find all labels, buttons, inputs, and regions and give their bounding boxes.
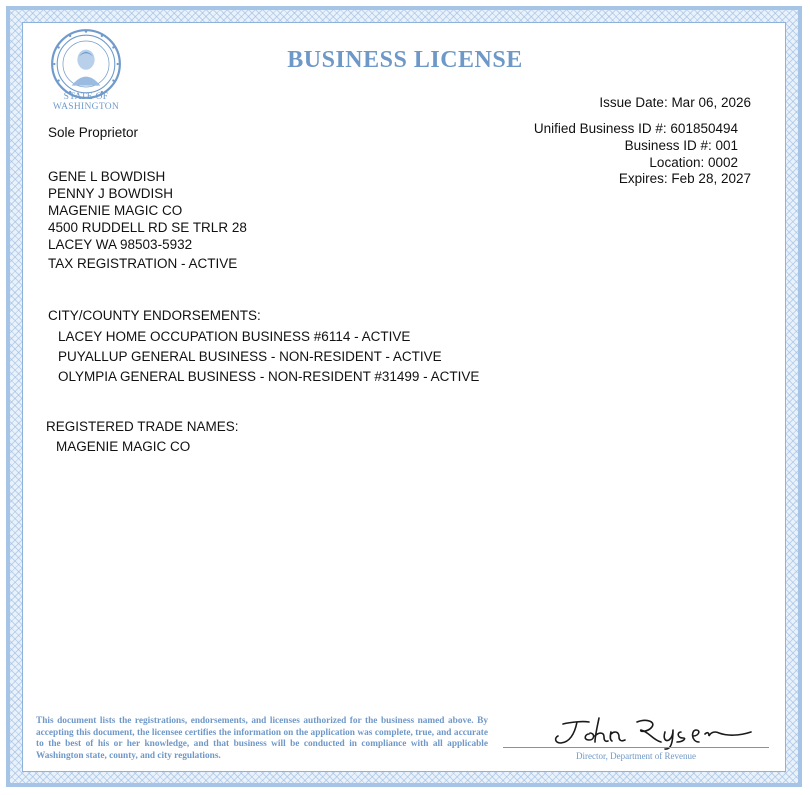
endorsements-list — [58, 327, 479, 387]
expires: Expires: Feb 28, 2027 — [618, 171, 751, 186]
licensee-line: 4500 RUDDELL RD SE TRLR 28 — [48, 220, 247, 235]
entity-type: Sole Proprietor — [48, 125, 139, 140]
legal-disclaimer: This document lists the registrations, endorsements, and licenses authorized for the business named above. By accepting this document, the licensee certifies the information on the application was complete, true, and accurate to the best of his or her knowledge, and that business will be conducted in compliance with all applicable Washington state, county, and city regulations. — [36, 716, 488, 761]
business-id: Business ID #: 001 — [624, 138, 738, 153]
licensee-block — [48, 168, 247, 253]
seal-caption-line2: WASHINGTON — [52, 102, 120, 112]
trade-name-item: MAGENIE MAGIC CO — [56, 439, 191, 454]
licensee-line: LACEY WA 98503-5932 — [48, 237, 193, 252]
endorsement-item: LACEY HOME OCCUPATION BUSINESS #6114 - ACTIVE — [58, 329, 411, 344]
endorsement-item: OLYMPIA GENERAL BUSINESS - NON-RESIDENT #31499 - ACTIVE — [58, 369, 480, 384]
location: Location: 0002 — [649, 155, 738, 170]
director-signature — [505, 712, 775, 750]
unified-business-id: Unified Business ID #: 601850494 — [533, 121, 738, 136]
seal-caption — [40, 92, 132, 112]
endorsement-item: PUYALLUP GENERAL BUSINESS - NON-RESIDENT - ACTIVE — [58, 349, 442, 364]
endorsements-heading: CITY/COUNTY ENDORSEMENTS: — [48, 308, 261, 323]
seal-caption-line1: STATE OF — [63, 92, 109, 102]
trade-names-heading: REGISTERED TRADE NAMES: — [46, 419, 239, 434]
signature-line — [503, 747, 769, 748]
licensee-line: MAGENIE MAGIC CO — [48, 203, 183, 218]
license-ids — [534, 120, 738, 171]
state-seal-icon — [50, 28, 122, 100]
signature-caption: Director, Department of Revenue — [575, 751, 697, 761]
document-title: BUSINESS LICENSE — [287, 47, 523, 73]
issue-date: Issue Date: Mar 06, 2026 — [599, 95, 751, 110]
tax-registration: TAX REGISTRATION - ACTIVE — [48, 256, 238, 271]
licensee-line: PENNY J BOWDISH — [48, 186, 174, 201]
licensee-line: GENE L BOWDISH — [48, 169, 166, 184]
